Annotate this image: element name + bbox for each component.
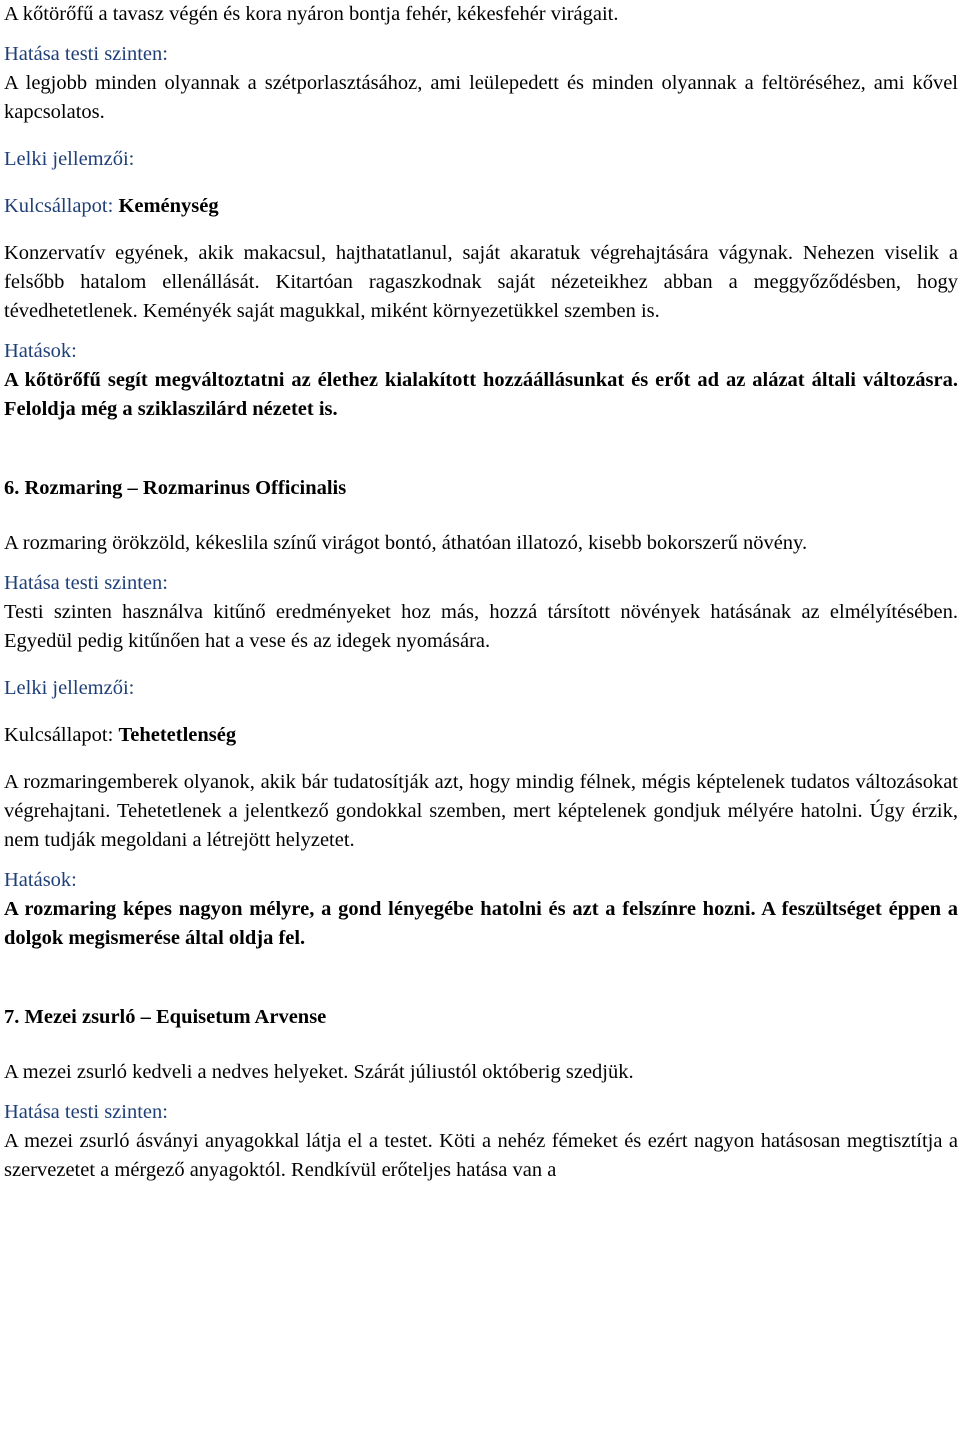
label-physical-effect-3: Hatása testi szinten: bbox=[4, 1101, 168, 1123]
label-effects: Hatások: bbox=[4, 340, 77, 362]
paragraph-effects-2: A rozmaring képes nagyon mélyre, a gond lényegébe hatolni és azt a felszínre hozni. A feszültséget éppen a dolgok megismerése által oldja fel. bbox=[4, 898, 958, 949]
key-state-line bbox=[4, 192, 958, 221]
label-physical-effect: Hatása testi szinten: bbox=[4, 43, 168, 65]
label-physical-effect-2: Hatása testi szinten: bbox=[4, 572, 168, 594]
paragraph-traits-2: A rozmaringemberek olyanok, akik bár tudatosítják azt, hogy mindig félnek, mégis képtelenek tudatos változásokat végrehajtani. Tehetetlenek a jelentkező gondokkal szemben, mert képtelenek gondjuk mélyére hatolni. Úgy érzik, nem tudják megoldani a létrejött helyzetet. bbox=[4, 771, 958, 851]
paragraph-physical-effect: A legjobb minden olyannak a szétporlasztásához, ami leülepedett és minden olyannak a feltöréséhez, ami kővel kapcsolatos. bbox=[4, 72, 958, 123]
key-state-line-2 bbox=[4, 721, 958, 750]
paragraph-physical-effect-3: A mezei zsurló ásványi anyagokkal látja el a testet. Köti a nehéz fémeket és ezért nagyon hatásosan megtisztítja a szervezetet a mérgező anyagoktól. Rendkívül erőteljes hatása van a bbox=[4, 1130, 958, 1181]
label-mental-traits: Lelki jellemzői: bbox=[4, 148, 135, 170]
paragraph-rosemary-intro: A rozmaring örökzöld, kékeslila színű virágot bontó, áthatóan illatozó, kisebb bokorszerű növény. bbox=[4, 532, 808, 554]
paragraph-physical-effect-2: Testi szinten használva kitűnő eredményeket hoz más, hozzá társított növények hatásának az elmélyítésében. Egyedül pedig kitűnően hat a vese és az idegek nyomására. bbox=[4, 601, 958, 652]
paragraph-effects: A kőtörőfű segít megváltoztatni az élethez kialakított hozzáállásunkat és erőt ad az alázat általi változásra. Feloldja még a sziklaszilárd nézetet is. bbox=[4, 369, 958, 420]
label-effects-2: Hatások: bbox=[4, 869, 77, 891]
key-state-label: Kulcsállapot: bbox=[4, 195, 114, 217]
key-state-value-2: Tehetetlenség bbox=[118, 724, 237, 746]
key-state-value: Keménység bbox=[118, 195, 219, 217]
document-page bbox=[4, 0, 958, 1185]
paragraph-traits: Konzervatív egyének, akik makacsul, hajthatatlanul, saját akaratuk végrehajtására vágynak. Nehezen viselik a felsőbb hatalom ellenállását. Kitartóan ragaszkodnak saját nézeteikhez abban a meggyőződésben, hogy tévedhetetlenek. Keményék saját magukkal, miként környezetükkel szemben is. bbox=[4, 242, 958, 322]
label-mental-traits-2: Lelki jellemzői: bbox=[4, 677, 135, 699]
paragraph-horsetail-intro: A mezei zsurló kedveli a nedves helyeket. Szárát júliustól októberig szedjük. bbox=[4, 1061, 634, 1083]
section-heading-6: 6. Rozmaring – Rozmarinus Officinalis bbox=[4, 477, 347, 499]
paragraph-intro: A kőtörőfű a tavasz végén és kora nyáron bontja fehér, kékesfehér virágait. bbox=[4, 3, 619, 25]
section-heading-7: 7. Mezei zsurló – Equisetum Arvense bbox=[4, 1006, 327, 1028]
key-state-label-2: Kulcsállapot: bbox=[4, 724, 114, 746]
